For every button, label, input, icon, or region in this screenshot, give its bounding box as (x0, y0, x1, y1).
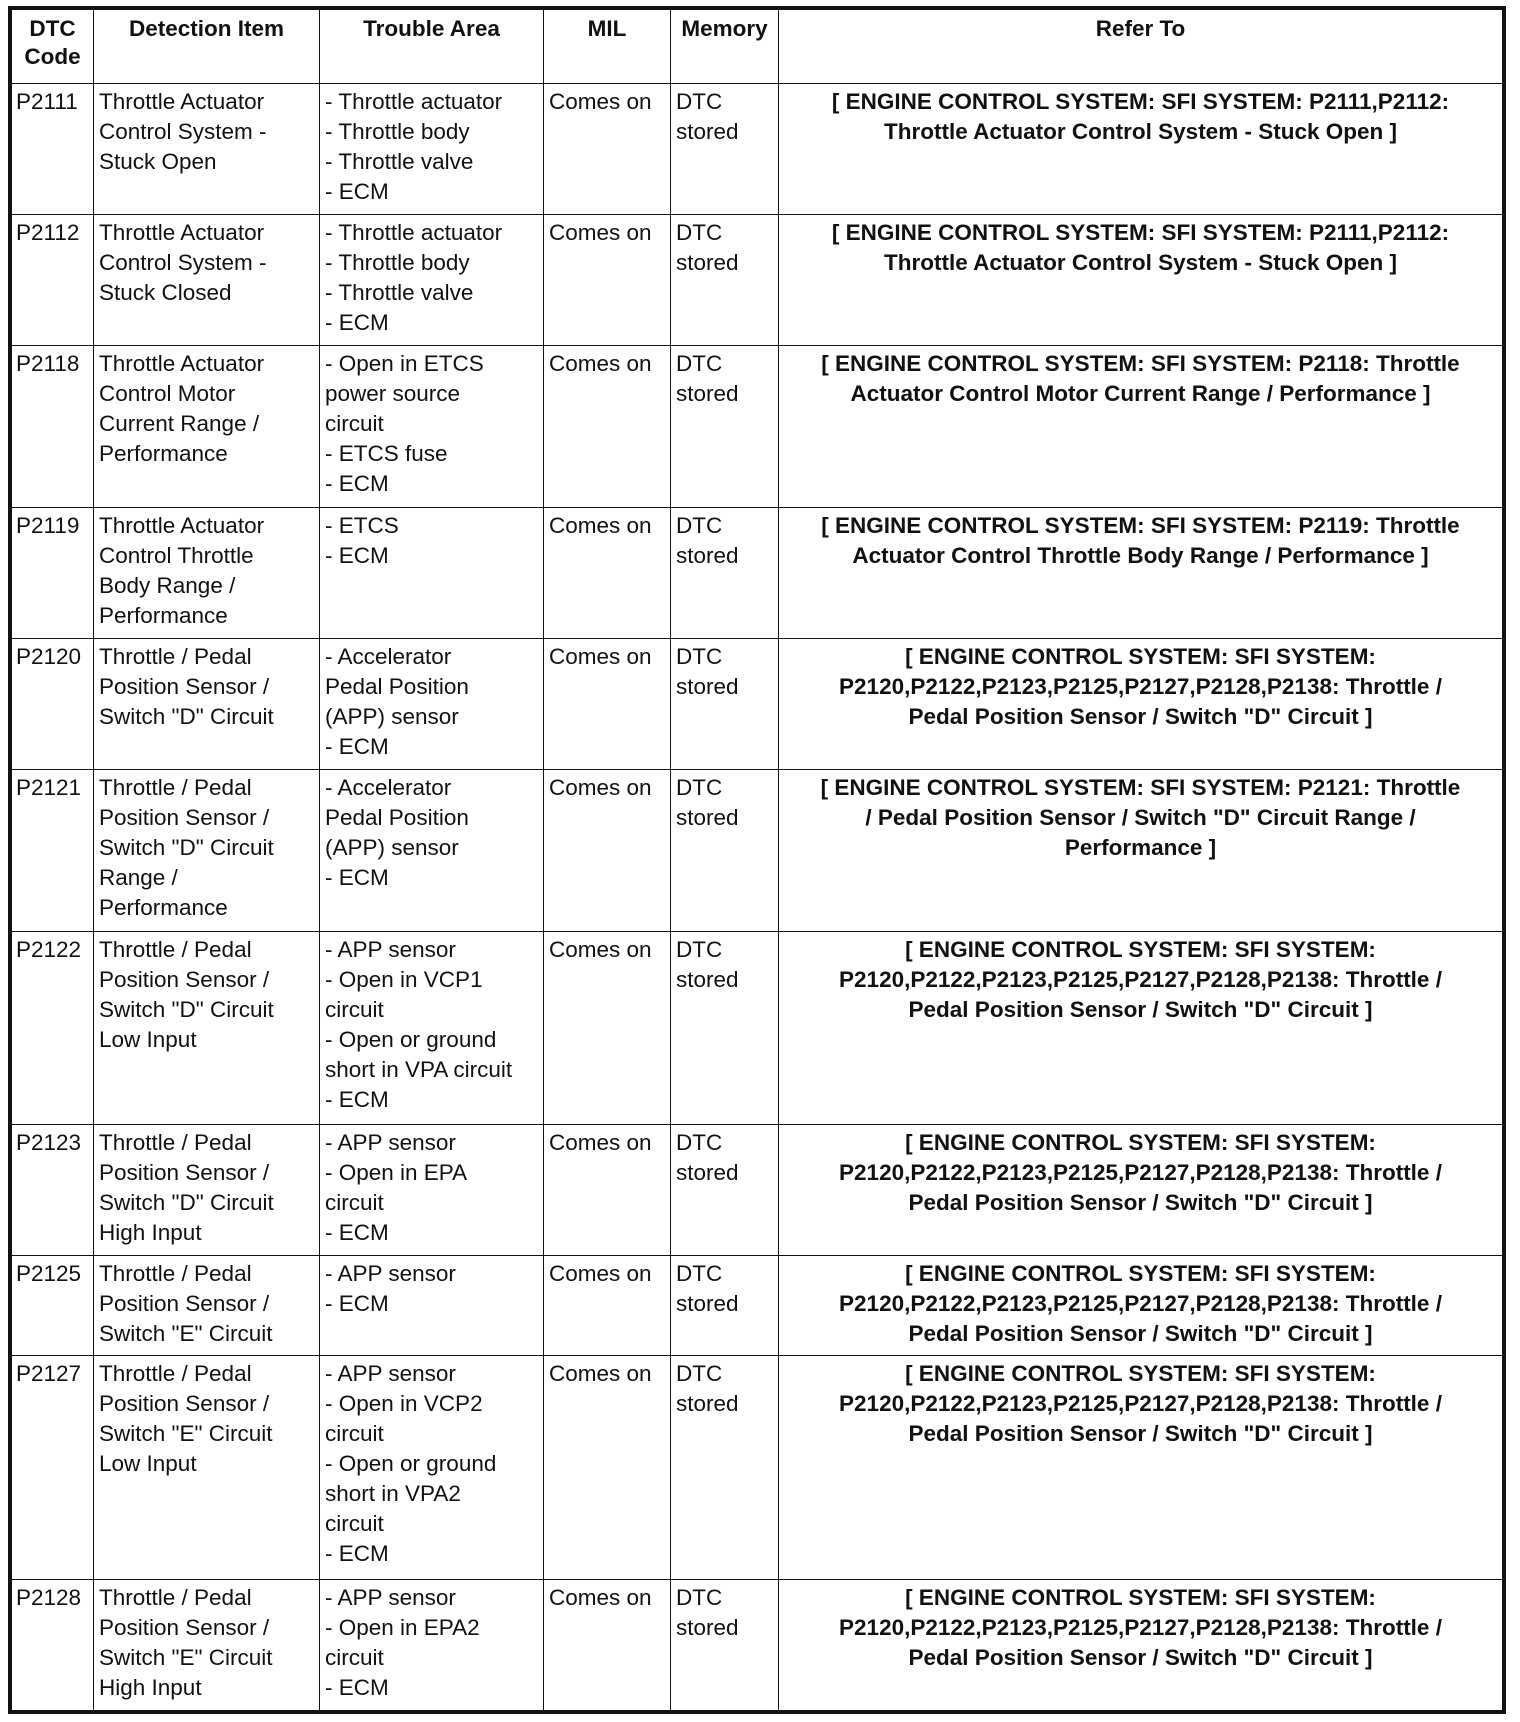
dtc-table (11, 9, 1503, 1711)
memory-line: stored (676, 966, 739, 992)
trouble-area-line: - ECM (325, 1540, 389, 1566)
memory-line: DTC (676, 1360, 723, 1386)
refer-to-line: [ ENGINE CONTROL SYSTEM: SFI SYSTEM: (905, 1585, 1376, 1611)
dtc-code-cell: P2127 (12, 1355, 94, 1579)
refer-to-cell (779, 1255, 1503, 1355)
detection-item-line: Control Throttle (99, 542, 254, 568)
table-row (12, 769, 1503, 931)
refer-to-cell (779, 1580, 1503, 1711)
memory-line: DTC (676, 1260, 723, 1286)
trouble-area-line: - Throttle body (325, 119, 470, 144)
detection-item-cell (94, 1124, 320, 1255)
trouble-area-cell (320, 1124, 544, 1255)
trouble-area-line: short in VPA2 (325, 1480, 461, 1506)
trouble-area-cell (320, 1580, 544, 1711)
trouble-area-line: - Open or ground (325, 1450, 497, 1476)
memory-line: stored (676, 119, 739, 144)
refer-to-line: [ ENGINE CONTROL SYSTEM: SFI SYSTEM: P2119: Throttle (821, 512, 1460, 538)
dtc-code-cell: P2125 (12, 1255, 94, 1355)
trouble-area-cell (320, 638, 544, 769)
detection-item-line: Switch "D" Circuit (99, 834, 274, 860)
refer-to-line: P2120,P2122,P2123,P2125,P2127,P2128,P2138: Throttle / (839, 673, 1442, 699)
refer-to-cell (779, 84, 1503, 215)
trouble-area-line: - ECM (325, 309, 389, 335)
mil-cell: Comes on (544, 1580, 671, 1711)
header-mil: MIL (544, 10, 671, 84)
detection-item-line: Current Range / (99, 410, 260, 436)
memory-line: DTC (676, 774, 723, 800)
mil-cell: Comes on (544, 84, 671, 215)
mil-cell: Comes on (544, 1255, 671, 1355)
trouble-area-line: Pedal Position (325, 804, 469, 830)
memory-line: stored (676, 1159, 739, 1185)
memory-line: DTC (676, 89, 723, 114)
refer-to-cell (779, 931, 1503, 1124)
table-row (12, 84, 1503, 215)
detection-item-line: Control Motor (99, 380, 236, 406)
dtc-code-cell: P2120 (12, 638, 94, 769)
trouble-area-line: - ECM (325, 179, 389, 204)
refer-to-line: P2120,P2122,P2123,P2125,P2127,P2128,P2138: Throttle / (839, 1290, 1442, 1316)
memory-line: DTC (676, 643, 723, 669)
memory-cell (671, 214, 779, 345)
detection-item-line: Throttle / Pedal (99, 1360, 252, 1386)
trouble-area-line: - Accelerator (325, 643, 452, 669)
memory-line: DTC (676, 1585, 723, 1611)
detection-item-line: Position Sensor / (99, 1615, 270, 1641)
refer-to-line: / Pedal Position Sensor / Switch "D" Circuit Range / (865, 804, 1416, 830)
trouble-area-line: - Throttle actuator (325, 219, 503, 245)
memory-cell (671, 1124, 779, 1255)
dtc-code-cell: P2122 (12, 931, 94, 1124)
memory-line: stored (676, 380, 739, 406)
refer-to-line: Throttle Actuator Control System - Stuck Open ] (884, 119, 1397, 144)
detection-item-line: Throttle Actuator (99, 512, 265, 538)
trouble-area-line: - ECM (325, 864, 389, 890)
detection-item-line: Position Sensor / (99, 966, 270, 992)
detection-item-cell (94, 84, 320, 215)
detection-item-line: Throttle / Pedal (99, 1260, 252, 1286)
trouble-area-line: short in VPA circuit (325, 1056, 513, 1082)
detection-item-line: Stuck Open (99, 149, 217, 174)
mil-cell: Comes on (544, 1355, 671, 1579)
trouble-area-line: - ECM (325, 1086, 389, 1112)
table-row (12, 931, 1503, 1124)
memory-cell (671, 1255, 779, 1355)
detection-item-line: Switch "D" Circuit (99, 703, 274, 729)
memory-cell (671, 345, 779, 507)
trouble-area-cell (320, 931, 544, 1124)
memory-line: stored (676, 1390, 739, 1416)
dtc-table-frame (8, 6, 1506, 1714)
header-memory: Memory (671, 10, 779, 84)
refer-to-cell (779, 1355, 1503, 1579)
refer-to-line: [ ENGINE CONTROL SYSTEM: SFI SYSTEM: (905, 1260, 1376, 1286)
mil-cell: Comes on (544, 507, 671, 638)
trouble-area-line: - APP sensor (325, 1260, 456, 1286)
refer-to-line: Pedal Position Sensor / Switch "D" Circuit ] (908, 1645, 1373, 1671)
memory-line: stored (676, 249, 739, 275)
refer-to-line: [ ENGINE CONTROL SYSTEM: SFI SYSTEM: (905, 1129, 1376, 1155)
memory-line: DTC (676, 350, 723, 376)
trouble-area-line: - APP sensor (325, 1360, 456, 1386)
refer-to-cell (779, 1124, 1503, 1255)
refer-to-line: P2120,P2122,P2123,P2125,P2127,P2128,P2138: Throttle / (839, 1615, 1442, 1641)
trouble-area-line: - APP sensor (325, 936, 456, 962)
refer-to-line: P2120,P2122,P2123,P2125,P2127,P2128,P2138: Throttle / (839, 966, 1442, 992)
refer-to-line: [ ENGINE CONTROL SYSTEM: SFI SYSTEM: (905, 1360, 1376, 1386)
table-row (12, 638, 1503, 769)
trouble-area-line: circuit (325, 1510, 384, 1536)
refer-to-line: Pedal Position Sensor / Switch "D" Circuit ] (908, 996, 1373, 1022)
table-row (12, 1124, 1503, 1255)
refer-to-line: P2120,P2122,P2123,P2125,P2127,P2128,P2138: Throttle / (839, 1390, 1442, 1416)
detection-item-line: Position Sensor / (99, 804, 270, 830)
refer-to-line: [ ENGINE CONTROL SYSTEM: SFI SYSTEM: (905, 936, 1376, 962)
detection-item-cell (94, 1580, 320, 1711)
detection-item-line: Switch "D" Circuit (99, 1189, 274, 1215)
memory-line: stored (676, 804, 739, 830)
detection-item-cell (94, 1255, 320, 1355)
table-row (12, 507, 1503, 638)
trouble-area-line: circuit (325, 1420, 384, 1446)
trouble-area-line: - Throttle body (325, 249, 470, 275)
dtc-code-cell: P2128 (12, 1580, 94, 1711)
table-row (12, 345, 1503, 507)
table-row (12, 1355, 1503, 1579)
refer-to-line: Actuator Control Throttle Body Range / Performance ] (852, 542, 1429, 568)
trouble-area-line: - ECM (325, 1219, 389, 1245)
trouble-area-line: - ECM (325, 470, 389, 496)
refer-to-line: Throttle Actuator Control System - Stuck Open ] (884, 249, 1397, 275)
trouble-area-line: - ECM (325, 1290, 389, 1316)
dtc-code-cell: P2112 (12, 214, 94, 345)
trouble-area-line: Pedal Position (325, 673, 469, 699)
trouble-area-line: circuit (325, 996, 384, 1022)
detection-item-line: Switch "D" Circuit (99, 996, 274, 1022)
memory-cell (671, 638, 779, 769)
memory-cell (671, 84, 779, 215)
memory-cell (671, 507, 779, 638)
trouble-area-line: - Open or ground (325, 1026, 497, 1052)
memory-line: stored (676, 1290, 739, 1316)
trouble-area-line: - Open in VCP1 (325, 966, 483, 992)
detection-item-line: Control System - (99, 249, 267, 275)
detection-item-line: Stuck Closed (99, 279, 232, 305)
detection-item-line: Switch "E" Circuit (99, 1420, 273, 1446)
trouble-area-line: - ECM (325, 733, 389, 759)
trouble-area-line: - ECM (325, 542, 389, 568)
detection-item-line: Position Sensor / (99, 1390, 270, 1416)
trouble-area-cell (320, 1255, 544, 1355)
dtc-code-cell: P2111 (12, 84, 94, 215)
memory-line: stored (676, 1615, 739, 1641)
memory-cell (671, 769, 779, 931)
detection-item-line: Low Input (99, 1026, 197, 1052)
trouble-area-line: - ETCS (325, 512, 399, 538)
detection-item-line: Performance (99, 440, 228, 466)
trouble-area-cell (320, 769, 544, 931)
refer-to-line: [ ENGINE CONTROL SYSTEM: SFI SYSTEM: P2111,P2112: (831, 89, 1450, 114)
trouble-area-line: circuit (325, 410, 384, 436)
detection-item-line: High Input (99, 1219, 202, 1245)
dtc-code-cell: P2121 (12, 769, 94, 931)
detection-item-line: Position Sensor / (99, 1159, 270, 1185)
header-dtc-code (12, 10, 94, 84)
detection-item-line: Performance (99, 602, 228, 628)
detection-item-line: Switch "E" Circuit (99, 1320, 273, 1346)
table-header-row (12, 10, 1503, 84)
detection-item-cell (94, 931, 320, 1124)
header-refer-to: Refer To (779, 10, 1503, 84)
trouble-area-line: - Accelerator (325, 774, 452, 800)
refer-to-line: Pedal Position Sensor / Switch "D" Circuit ] (908, 703, 1373, 729)
mil-cell: Comes on (544, 638, 671, 769)
refer-to-line: P2120,P2122,P2123,P2125,P2127,P2128,P2138: Throttle / (839, 1159, 1442, 1185)
memory-cell (671, 931, 779, 1124)
refer-to-line: [ ENGINE CONTROL SYSTEM: SFI SYSTEM: P2121: Throttle (820, 774, 1461, 800)
refer-to-line: Performance ] (1064, 834, 1217, 860)
detection-item-line: Throttle Actuator (99, 350, 265, 376)
detection-item-line: High Input (99, 1675, 202, 1701)
detection-item-cell (94, 507, 320, 638)
trouble-area-line: - Open in EPA (325, 1159, 468, 1185)
trouble-area-line: circuit (325, 1645, 384, 1671)
detection-item-line: Throttle / Pedal (99, 1129, 252, 1155)
detection-item-line: Throttle / Pedal (99, 1585, 252, 1611)
mil-cell: Comes on (544, 931, 671, 1124)
trouble-area-line: - ECM (325, 1675, 389, 1701)
memory-cell (671, 1355, 779, 1579)
refer-to-line: Pedal Position Sensor / Switch "D" Circuit ] (908, 1189, 1373, 1215)
detection-item-line: Low Input (99, 1450, 197, 1476)
refer-to-line: Actuator Control Motor Current Range / Performance ] (850, 380, 1431, 406)
detection-item-line: Performance (99, 894, 228, 920)
refer-to-line: [ ENGINE CONTROL SYSTEM: SFI SYSTEM: P2118: Throttle (821, 350, 1460, 376)
detection-item-cell (94, 1355, 320, 1579)
detection-item-line: Range / (99, 864, 178, 890)
detection-item-cell (94, 638, 320, 769)
dtc-code-cell: P2123 (12, 1124, 94, 1255)
detection-item-line: Throttle / Pedal (99, 774, 252, 800)
header-dtc-code-line2: Code (24, 44, 81, 69)
detection-item-line: Throttle / Pedal (99, 643, 252, 669)
detection-item-line: Position Sensor / (99, 1290, 270, 1316)
refer-to-cell (779, 345, 1503, 507)
mil-cell: Comes on (544, 769, 671, 931)
table-row (12, 1255, 1503, 1355)
detection-item-cell (94, 214, 320, 345)
refer-to-line: Pedal Position Sensor / Switch "D" Circuit ] (908, 1320, 1373, 1346)
detection-item-line: Throttle Actuator (99, 219, 265, 245)
trouble-area-line: - Open in ETCS (325, 350, 484, 376)
trouble-area-line: - Open in VCP2 (325, 1390, 483, 1416)
table-row (12, 1580, 1503, 1711)
refer-to-line: Pedal Position Sensor / Switch "D" Circuit ] (908, 1420, 1373, 1446)
refer-to-cell (779, 214, 1503, 345)
mil-cell: Comes on (544, 214, 671, 345)
trouble-area-line: power source (325, 380, 461, 406)
trouble-area-line: - Throttle valve (325, 149, 474, 174)
trouble-area-cell (320, 1355, 544, 1579)
trouble-area-cell (320, 84, 544, 215)
refer-to-cell (779, 638, 1503, 769)
refer-to-cell (779, 769, 1503, 931)
detection-item-line: Throttle Actuator (99, 89, 265, 114)
detection-item-line: Position Sensor / (99, 673, 270, 699)
memory-line: stored (676, 673, 739, 699)
detection-item-cell (94, 769, 320, 931)
trouble-area-cell (320, 507, 544, 638)
detection-item-line: Control System - (99, 119, 267, 144)
refer-to-line: [ ENGINE CONTROL SYSTEM: SFI SYSTEM: (905, 643, 1376, 669)
header-trouble-area: Trouble Area (320, 10, 544, 84)
trouble-area-line: - Throttle valve (325, 279, 474, 305)
memory-line: stored (676, 542, 739, 568)
trouble-area-line: - ETCS fuse (325, 440, 448, 466)
dtc-code-cell: P2119 (12, 507, 94, 638)
trouble-area-line: - APP sensor (325, 1129, 456, 1155)
table-body (12, 84, 1503, 1711)
memory-cell (671, 1580, 779, 1711)
memory-line: DTC (676, 219, 723, 245)
detection-item-cell (94, 345, 320, 507)
trouble-area-line: circuit (325, 1189, 384, 1215)
dtc-code-cell: P2118 (12, 345, 94, 507)
detection-item-line: Throttle / Pedal (99, 936, 252, 962)
trouble-area-line: (APP) sensor (325, 703, 459, 729)
detection-item-line: Switch "E" Circuit (99, 1645, 273, 1671)
mil-cell: Comes on (544, 345, 671, 507)
header-detection-item: Detection Item (94, 10, 320, 84)
detection-item-line: Body Range / (99, 572, 236, 598)
refer-to-line: [ ENGINE CONTROL SYSTEM: SFI SYSTEM: P2111,P2112: (831, 219, 1450, 245)
trouble-area-line: - APP sensor (325, 1585, 456, 1611)
trouble-area-line: (APP) sensor (325, 834, 459, 860)
memory-line: DTC (676, 936, 723, 962)
refer-to-cell (779, 507, 1503, 638)
trouble-area-cell (320, 345, 544, 507)
trouble-area-cell (320, 214, 544, 345)
trouble-area-line: - Open in EPA2 (325, 1615, 480, 1641)
header-dtc-code-line1: DTC (29, 16, 76, 41)
trouble-area-line: - Throttle actuator (325, 89, 503, 114)
memory-line: DTC (676, 512, 723, 538)
mil-cell: Comes on (544, 1124, 671, 1255)
memory-line: DTC (676, 1129, 723, 1155)
table-row (12, 214, 1503, 345)
